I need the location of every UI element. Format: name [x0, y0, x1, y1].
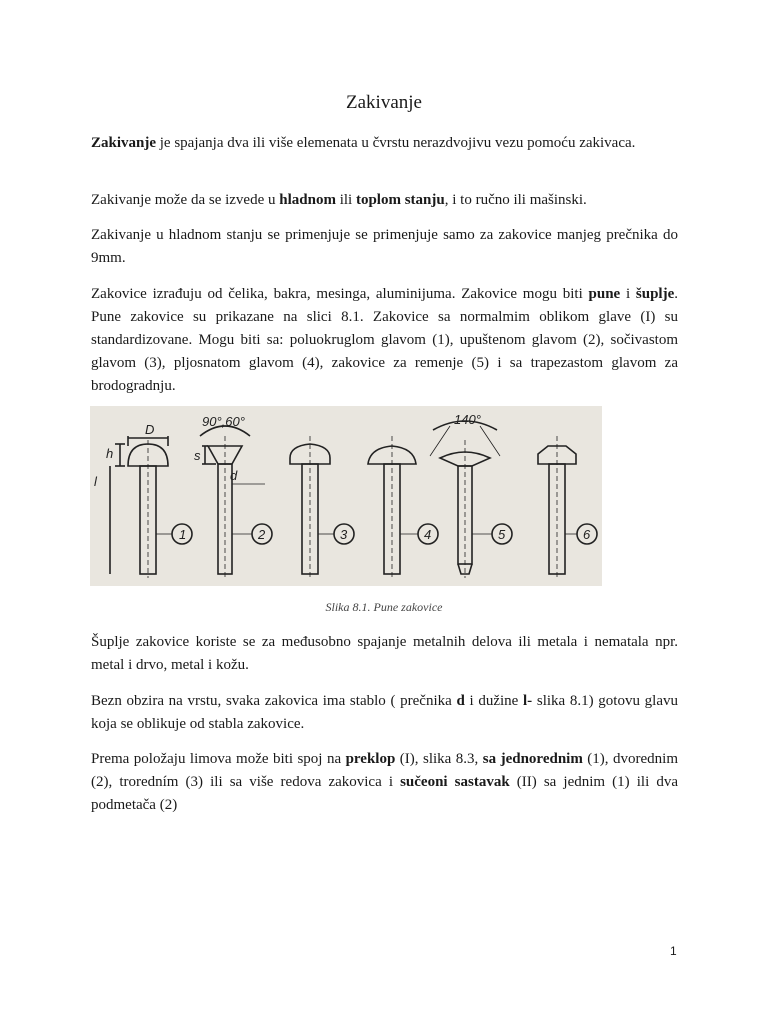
- paragraph-text: i: [620, 286, 636, 302]
- paragraph-methods: [91, 189, 678, 212]
- rivet-number-1: 1: [179, 527, 187, 542]
- label-angle-countersunk: 90°,60°: [202, 414, 245, 429]
- paragraph-text: Zakivanje u hladnom stanju se primenjuje se primenjuje samo za zakovice manjeg prečnika do 9mm.: [91, 227, 678, 266]
- paragraph-text: ili: [335, 192, 356, 208]
- label-h: h: [106, 446, 114, 461]
- label-D: D: [145, 422, 155, 437]
- paragraph-text: . Pune zakovice su prikazane na slici 8.1. Zakovice sa normalmim oblikom glave (I) su standardizovane. Mogu biti sa: poluokruglom glavom (1), upuštenom glavom (2), sočivastom glavom (3), pljosnatom glavom (4), zakovice za remenje (5) i sa trapezastom glavom za brodogradnju.: [91, 286, 678, 394]
- paragraph-text: Bezn obzira na vrstu, svaka zakovica ima stablo ( prečnika: [91, 693, 457, 709]
- rivet-number-5: 5: [498, 527, 506, 542]
- paragraph-text: Zakivanje može da se izvede u: [91, 192, 280, 208]
- label-angle-belt: 140°: [454, 412, 481, 427]
- paragraph-cold: [91, 224, 678, 270]
- rivet-drawing: [90, 406, 602, 586]
- paragraph-text: (I), slika 8.3,: [395, 751, 483, 767]
- rivet-number-3: 3: [340, 527, 348, 542]
- paragraph-text: Zakovice izrađuju od čelika, bakra, mesinga, aluminijuma. Zakovice mogu biti: [91, 286, 589, 302]
- term-suceoni-sastavak: sučeoni sastavak: [400, 774, 510, 790]
- term-suplje: šuplje: [635, 286, 675, 302]
- paragraph-text: slika 8.1) gotovu glavu koja se oblikuje od stabla zakovice.: [91, 693, 678, 732]
- paragraph-text: , i to ručno ili mašinski.: [444, 192, 587, 208]
- paragraph-joints: [91, 748, 678, 817]
- label-l: l: [94, 474, 97, 489]
- paragraph-hollow: [91, 631, 678, 677]
- figure-caption: Slika 8.1. Pune zakovice: [325, 600, 443, 614]
- paragraph-text: (1), dvorednim (2), troredním (3) ili sa više redova zakovica i: [91, 751, 678, 790]
- label-d: d: [230, 468, 238, 483]
- term-jednorednim: sa jednorednim: [482, 751, 583, 767]
- rivet-number-4: 4: [424, 527, 432, 542]
- term-preklop: preklop: [345, 751, 396, 767]
- paragraph-text: Šuplje zakovice koriste se za međusobno spajanje metalnih delova ili metala i nematala npr. metal i drvo, metal i kožu.: [91, 634, 678, 673]
- paragraph-text: Prema položaju limova može biti spoj na: [91, 751, 346, 767]
- rivet-number-2: 2: [258, 527, 266, 542]
- term-pune: pune: [588, 286, 621, 302]
- paragraph-text: je spajanja dva ili više elemenata u čvrstu nerazdvojivu vezu pomoću zakivaca.: [156, 135, 636, 151]
- paragraph-materials: [91, 283, 678, 398]
- rivet-types-figure: [90, 406, 602, 586]
- term-d: d: [456, 693, 465, 709]
- paragraph-definition: [91, 132, 678, 155]
- paragraph-text: i dužine: [464, 693, 523, 709]
- term-zakivanje: Zakivanje: [91, 135, 157, 151]
- term-toplom-stanju: toplom stanju: [355, 192, 445, 208]
- paragraph-shank: [91, 690, 678, 736]
- term-hladnom: hladnom: [279, 192, 336, 208]
- paragraph-text: (II) sa jednim (1) ili dva podmetača (2): [91, 774, 678, 813]
- term-l: l-: [523, 693, 533, 709]
- rivet-number-6: 6: [583, 527, 591, 542]
- page-title: Zakivanje: [346, 92, 422, 113]
- page-number: 1: [670, 944, 677, 958]
- round-head-rivet-head: [128, 444, 168, 466]
- label-s: s: [194, 448, 201, 463]
